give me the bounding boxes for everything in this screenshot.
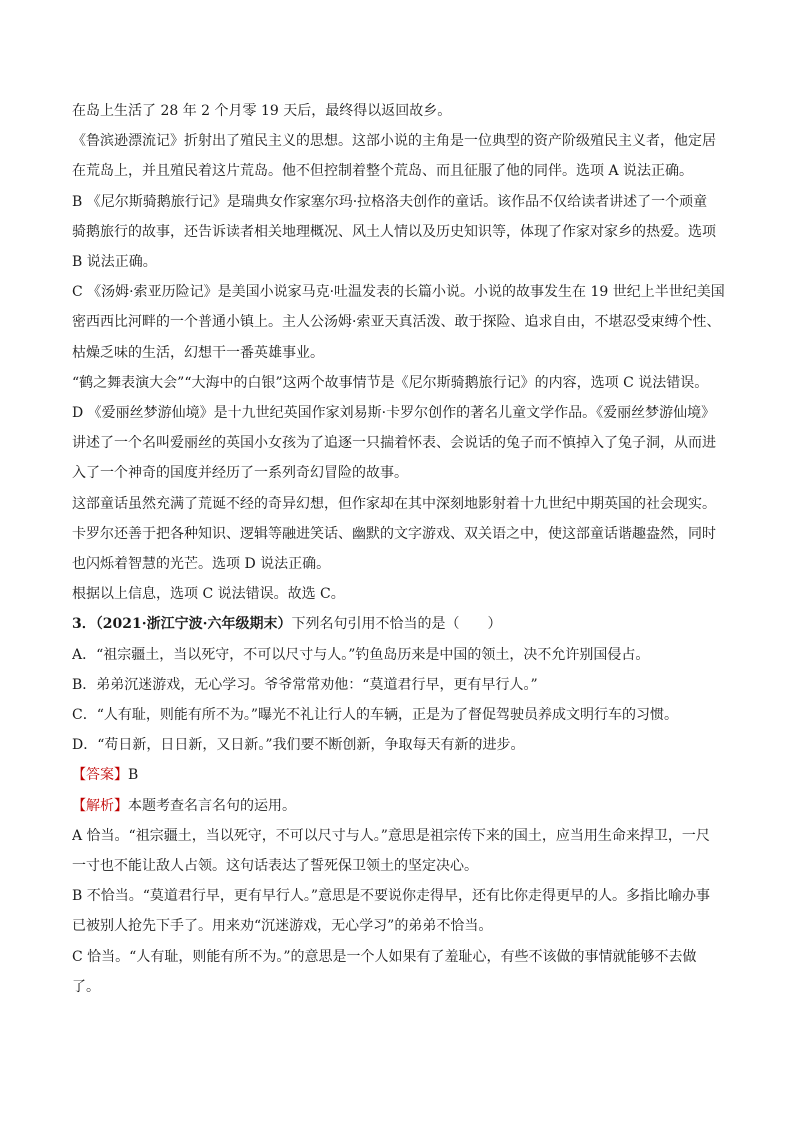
question-stem: 下列名句引用不恰当的是（ ） — [291, 616, 502, 633]
option-b: B．弟弟沉迷游戏，无心学习。爷爷常常劝他：“莫道君行早，更有早行人。” — [72, 676, 538, 693]
text-line: D 《爱丽丝梦游仙境》是十九世纪英国作家刘易斯·卡罗尔创作的著名儿童文学作品。《爱丽丝梦游仙境》 — [72, 405, 716, 422]
analysis-text-line: A 恰当。“祖宗疆土，当以死守，不可以尺寸与人。”意思是祖宗传下来的国土，应当用生命来捍卫，一尺 — [72, 827, 710, 844]
answer-value: B — [128, 767, 139, 784]
text-line: 在荒岛上，并且殖民着这片荒岛。他不但控制着整个荒岛、而且征服了他的同伴。选项 A 说法正确。 — [72, 163, 694, 180]
text-line: 讲述了一个名叫爱丽丝的英国小女孩为了追逐一只揣着怀表、会说话的兔子而不慎掉入了兔子洞，从而进 — [72, 435, 716, 452]
analysis-intro: 本题考查名言名句的运用。 — [128, 797, 296, 814]
analysis-text-line: 已被别人抢先下手了。用来劝“沉迷游戏，无心学习”的弟弟不恰当。 — [72, 918, 493, 935]
text-line: 这部童话虽然充满了荒诞不经的奇异幻想，但作家却在其中深刻地影射着十九世纪中期英国的社会现实。 — [72, 495, 716, 512]
answer-label: 【答案】 — [72, 767, 128, 784]
text-line: 枯燥乏味的生活，幻想干一番英雄事业。 — [72, 344, 324, 361]
question-heading — [72, 609, 728, 639]
text-line: 在岛上生活了 28 年 2 个月零 19 天后，最终得以返回故乡。 — [72, 103, 452, 119]
analysis-label: 【解析】 — [72, 797, 128, 814]
analysis-line — [72, 791, 728, 821]
option-d: D．“苟日新，日日新，又日新。”我们要不断创新，争取每天有新的进步。 — [72, 737, 525, 754]
analysis-text-line: 一寸也不能让敌人占领。这句话表达了誓死保卫领土的坚定决心。 — [72, 858, 478, 875]
analysis-text-line: B 不恰当。“莫道君行早，更有早行人。”意思是不要说你走得早，还有比你走得更早的人。多指比喻办事 — [72, 888, 711, 905]
text-line: 密西西比河畔的一个普通小镇上。主人公汤姆·索亚天真活泼、敢于探险、追求自由，不堪忍受束缚个性、 — [72, 314, 721, 331]
text-line: 也闪烁着智慧的光芒。选项 D 说法正确。 — [72, 556, 331, 573]
analysis-text-line: C 恰当。“人有耻，则能有所不为。”的意思是一个人如果有了羞耻心，有些不该做的事情就能够不去做 — [72, 948, 697, 965]
text-line: 根据以上信息，选项 C 说法错误。故选 C。 — [72, 586, 345, 603]
text-line: “鹤之舞表演大会”“大海中的白银”这两个故事情节是《尼尔斯骑鹅旅行记》的内容，选项 C 说法错误。 — [72, 374, 709, 391]
text-line: B 《尼尔斯骑鹅旅行记》是瑞典女作家塞尔玛·拉格洛夫创作的童话。该作品不仅给读者讲述了一个顽童 — [72, 193, 708, 210]
text-line: 《鲁滨逊漂流记》折射出了殖民主义的思想。这部小说的主角是一位典型的资产阶级殖民主义者，他定居 — [72, 133, 716, 150]
option-a: A．“祖宗疆土，当以死守，不可以尺寸与人。”钓鱼岛历来是中国的领土，决不允许别国侵占。 — [72, 646, 650, 663]
analysis-text-line: 了。 — [72, 978, 100, 995]
question-number-source: 3．（2021·浙江宁波·六年级期末） — [72, 616, 292, 633]
answer-line — [72, 760, 728, 790]
text-line: 入了一个神奇的国度并经历了一系列奇幻冒险的故事。 — [72, 465, 408, 482]
text-line: B 说法正确。 — [72, 254, 157, 271]
text-line: 骑鹅旅行的故事，还告诉读者相关地理概况、风土人情以及历史知识等，体现了作家对家乡的热爱。选项 — [72, 223, 716, 240]
option-c: C．“人有耻，则能有所不为。”曝光不礼让行人的车辆，正是为了督促驾驶员养成文明行车的习惯。 — [72, 707, 679, 724]
text-line: 卡罗尔还善于把各种知识、逻辑等融进笑话、幽默的文字游戏、双关语之中，使这部童话谐趣盎然，同时 — [72, 525, 716, 542]
document-body — [72, 96, 728, 1002]
text-line: C 《汤姆·索亚历险记》是美国小说家马克·吐温发表的长篇小说。小说的故事发生在 19 世纪上半世纪美国 — [72, 284, 725, 301]
